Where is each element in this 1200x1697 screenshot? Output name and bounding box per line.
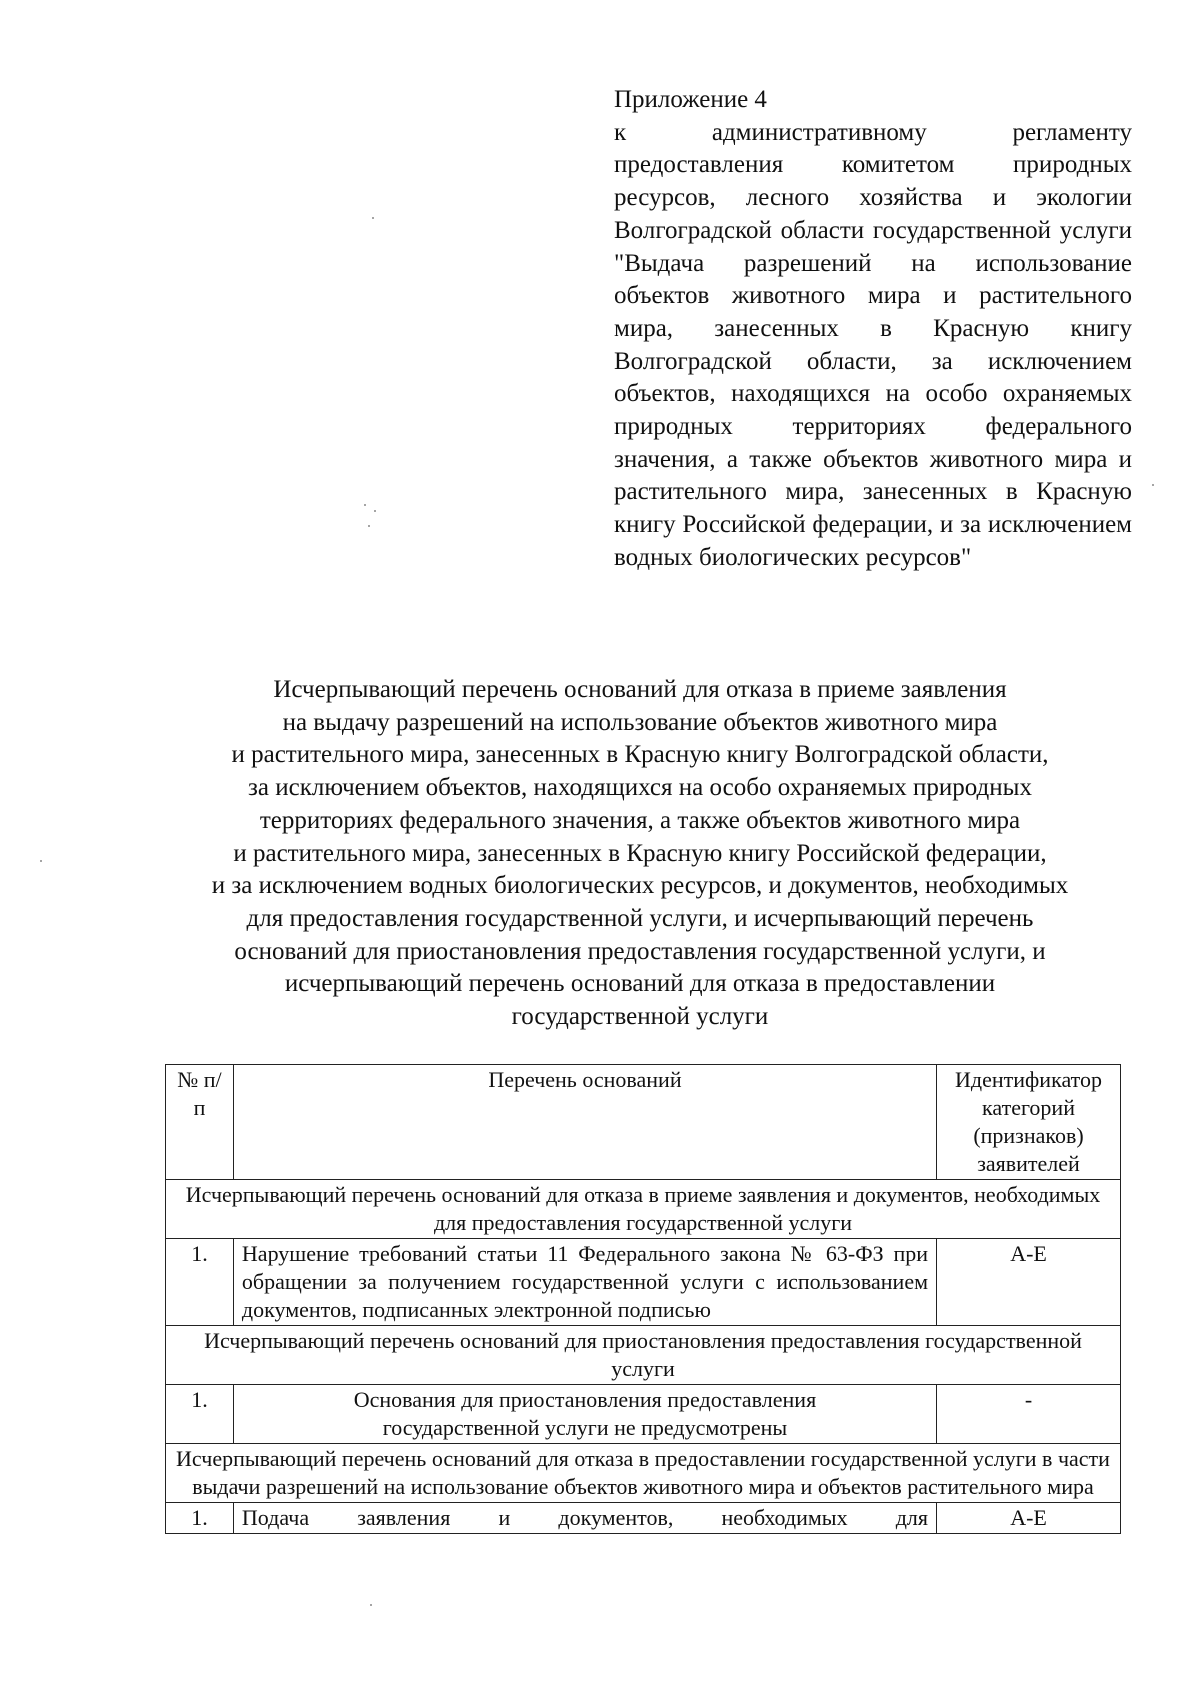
scan-speck bbox=[372, 217, 374, 219]
row-text: Основания для приостановления предоставления государственной услуги не предусмотрены bbox=[233, 1385, 936, 1444]
header-identifier: Идентификатор категорий (признаков) заявителей bbox=[937, 1065, 1121, 1180]
title-line: оснований для приостановления предоставления государственной услуги, и bbox=[234, 937, 1046, 965]
title-line: и растительного мира, занесенных в Красную книгу Российской федерации, bbox=[233, 839, 1047, 867]
section-row bbox=[166, 1444, 1121, 1503]
header-grounds: Перечень оснований bbox=[233, 1065, 936, 1180]
appendix-heading: Приложение 4 bbox=[614, 86, 767, 113]
appendix-text: к административному регламенту предоставления комитетом природных ресурсов, лесного хозяйства и экологии Волгоградской области государственной услуги "Выдача разрешений на использование объектов животного мира и растительного мира, занесенных в Красную книгу Волгоградской области, за исключением объектов, находящихся на особо охраняемых природных территориях федерального значения, а также объектов животного мира и растительного мира, занесенных в Красную книгу Российской федерации, и за исключением водных биологических ресурсов" bbox=[614, 118, 1132, 571]
section-row bbox=[166, 1326, 1121, 1385]
title-line: исчерпывающий перечень оснований для отказа в предоставлении bbox=[284, 970, 996, 998]
table-row bbox=[166, 1385, 1121, 1444]
row-number: 1. bbox=[166, 1503, 234, 1534]
row-identifier: - bbox=[937, 1385, 1121, 1444]
row-text: Подача заявления и документов, необходимых для bbox=[233, 1503, 936, 1534]
table-row bbox=[166, 1239, 1121, 1326]
scan-speck bbox=[40, 860, 42, 862]
title-line: и за исключением водных биологических ресурсов, и документов, необходимых bbox=[211, 872, 1069, 900]
row-text: Нарушение требований статьи 11 Федерального закона № 63-ФЗ при обращении за получением государственной услуги с использованием документов, подписанных электронной подписью bbox=[233, 1239, 936, 1326]
document-title bbox=[160, 674, 1120, 1034]
scan-speck bbox=[368, 525, 370, 527]
grounds-table bbox=[165, 1064, 1121, 1534]
title-line: территориях федерального значения, а также объектов животного мира bbox=[259, 806, 1021, 834]
section-title: Исчерпывающий перечень оснований для отказа в предоставлении государственной услуги в части выдачи разрешений на использование объектов животного мира и объектов растительного мира bbox=[166, 1444, 1121, 1503]
scan-speck bbox=[364, 504, 366, 506]
scan-speck bbox=[374, 510, 376, 512]
row-number: 1. bbox=[166, 1239, 234, 1326]
scan-speck bbox=[370, 1604, 372, 1606]
title-line: за исключением объектов, находящихся на особо охраняемых природных bbox=[248, 774, 1032, 802]
section-title: Исчерпывающий перечень оснований для приостановления предоставления государственной услуги bbox=[166, 1326, 1121, 1385]
table-row bbox=[166, 1503, 1121, 1534]
title-line: Исчерпывающий перечень оснований для отказа в приеме заявления bbox=[273, 676, 1007, 703]
title-line: для предоставления государственной услуги, и исчерпывающий перечень bbox=[246, 904, 1034, 932]
section-title: Исчерпывающий перечень оснований для отказа в приеме заявления и документов, необходимых для предоставления государственной услуги bbox=[166, 1180, 1121, 1239]
title-line: и растительного мира, занесенных в Красную книгу Волгоградской области, bbox=[231, 741, 1049, 769]
row-number: 1. bbox=[166, 1385, 234, 1444]
section-row bbox=[166, 1180, 1121, 1239]
header-number: № п/п bbox=[166, 1065, 234, 1180]
table-header-row bbox=[166, 1065, 1121, 1180]
row-identifier: А-Е bbox=[937, 1239, 1121, 1326]
row-identifier: А-Е bbox=[937, 1503, 1121, 1534]
scan-speck bbox=[1152, 484, 1154, 486]
title-line: государственной услуги bbox=[511, 1003, 769, 1031]
title-line: на выдачу разрешений на использование объектов животного мира bbox=[282, 708, 998, 736]
appendix-block bbox=[614, 84, 1132, 575]
